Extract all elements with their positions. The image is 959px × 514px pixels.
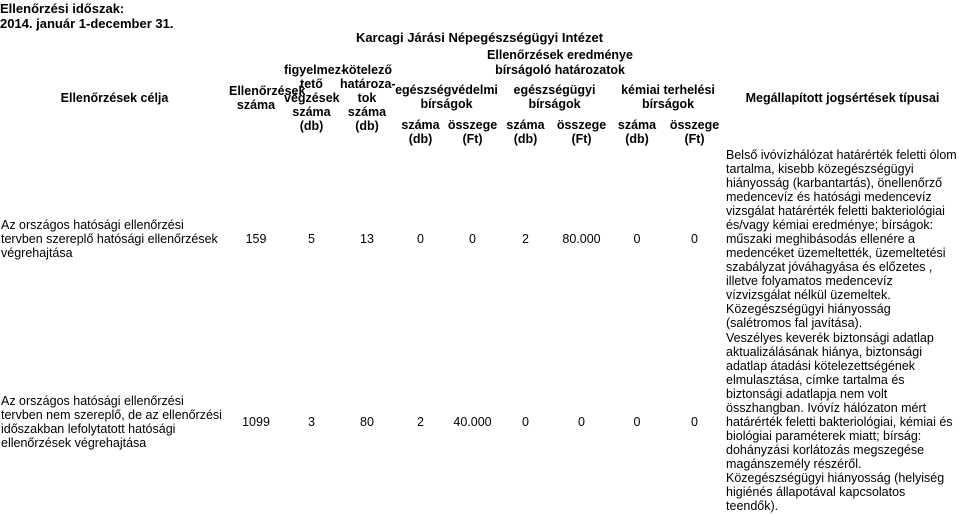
row-c-num: 0 (611, 331, 664, 514)
header-num: száma (db) (499, 116, 553, 148)
row-c-sum: 0 (664, 331, 726, 514)
row-hp-sum: 40.000 (447, 331, 499, 514)
row-warnings: 5 (284, 148, 340, 331)
row-hp-num: 2 (395, 331, 447, 514)
header-warnings: figyelmez-tető végzések száma (db) (284, 48, 340, 148)
row-hp-num: 0 (395, 148, 447, 331)
results-table (0, 47, 959, 514)
period-value: 2014. január 1-december 31. (0, 16, 173, 31)
row-orders: 13 (340, 148, 395, 331)
table-row (1, 148, 959, 331)
header-health-protection: egészségvédelmi bírságok (395, 78, 499, 116)
header-results: Ellenőrzések eredménye (395, 48, 726, 63)
row-count: 159 (229, 148, 284, 331)
institute-title: Karcagi Járási Népegészségügyi Intézet (0, 30, 959, 45)
row-hp-sum: 0 (447, 148, 499, 331)
header-chemical: kémiai terhelési bírságok (611, 78, 726, 116)
row-goal: Az országos hatósági ellenőrzési tervben nem szereplő, de az ellenőrzési időszakban lefolytatott hatósági ellenőrzések végrehajtása (1, 331, 229, 514)
row-findings: Belső ivóvízhálózat határérték feletti ólom tartalma, kisebb közegészségügyi hiányosság (karbantartás), önellenőrző medencevíz és hatósági medencevíz vizsgálat határérték feletti bakteriológiai és/vagy kémiai eredménye; bírságok: műszaki meghibásodás ellenére a medencéket üzemeltették, üzemeltetési szabályzat jóváhagyása és előzetes , illetve folyamatos medencevíz vízvizsgálat nélkül üzemeltek. Közegészségügyi hiányosság (salétromos fal javítása). (726, 148, 959, 331)
row-orders: 80 (340, 331, 395, 514)
header-orders: kötelező határoza-tok száma (db) (340, 48, 395, 148)
row-goal: Az országos hatósági ellenőrzési tervben szereplő hatósági ellenőrzések végrehajtása (1, 148, 229, 331)
table-row (1, 331, 959, 514)
header-num: száma (db) (395, 116, 447, 148)
row-findings: Veszélyes keverék biztonsági adatlap aktualizálásának hiánya, biztonsági adatlap átadási kötelezettségének elmulasztása, címke tartalma és biztonsági adatlapja nem volt összhangban. Ivóvíz hálózaton mért határérték feletti bakteriológiai, kémiai és biológiai paraméterek miatt; bírság: dohányzási korlátozás megszegése magánszemély részéről. Közegészségügyi hiányosság (helyiség higiénés állapotával kapcsolatos teendők). (726, 331, 959, 514)
row-warnings: 3 (284, 331, 340, 514)
header-findings: Megállapított jogsértések típusai (726, 48, 959, 148)
header-sum: összege (Ft) (553, 116, 611, 148)
row-h-num: 2 (499, 148, 553, 331)
row-c-num: 0 (611, 148, 664, 331)
row-h-sum: 0 (553, 331, 611, 514)
header-count: Ellenőrzések száma (229, 48, 284, 148)
row-h-num: 0 (499, 331, 553, 514)
header-sum: összege (Ft) (447, 116, 499, 148)
period-label: Ellenőrzési időszak: (0, 1, 124, 16)
header-fines: bírságoló határozatok (395, 63, 726, 78)
header-sum: összege (Ft) (664, 116, 726, 148)
row-h-sum: 80.000 (553, 148, 611, 331)
header-num: száma (db) (611, 116, 664, 148)
header-health: egészségügyi bírságok (499, 78, 611, 116)
row-c-sum: 0 (664, 148, 726, 331)
row-count: 1099 (229, 331, 284, 514)
header-goal: Ellenőrzések célja (1, 48, 229, 148)
